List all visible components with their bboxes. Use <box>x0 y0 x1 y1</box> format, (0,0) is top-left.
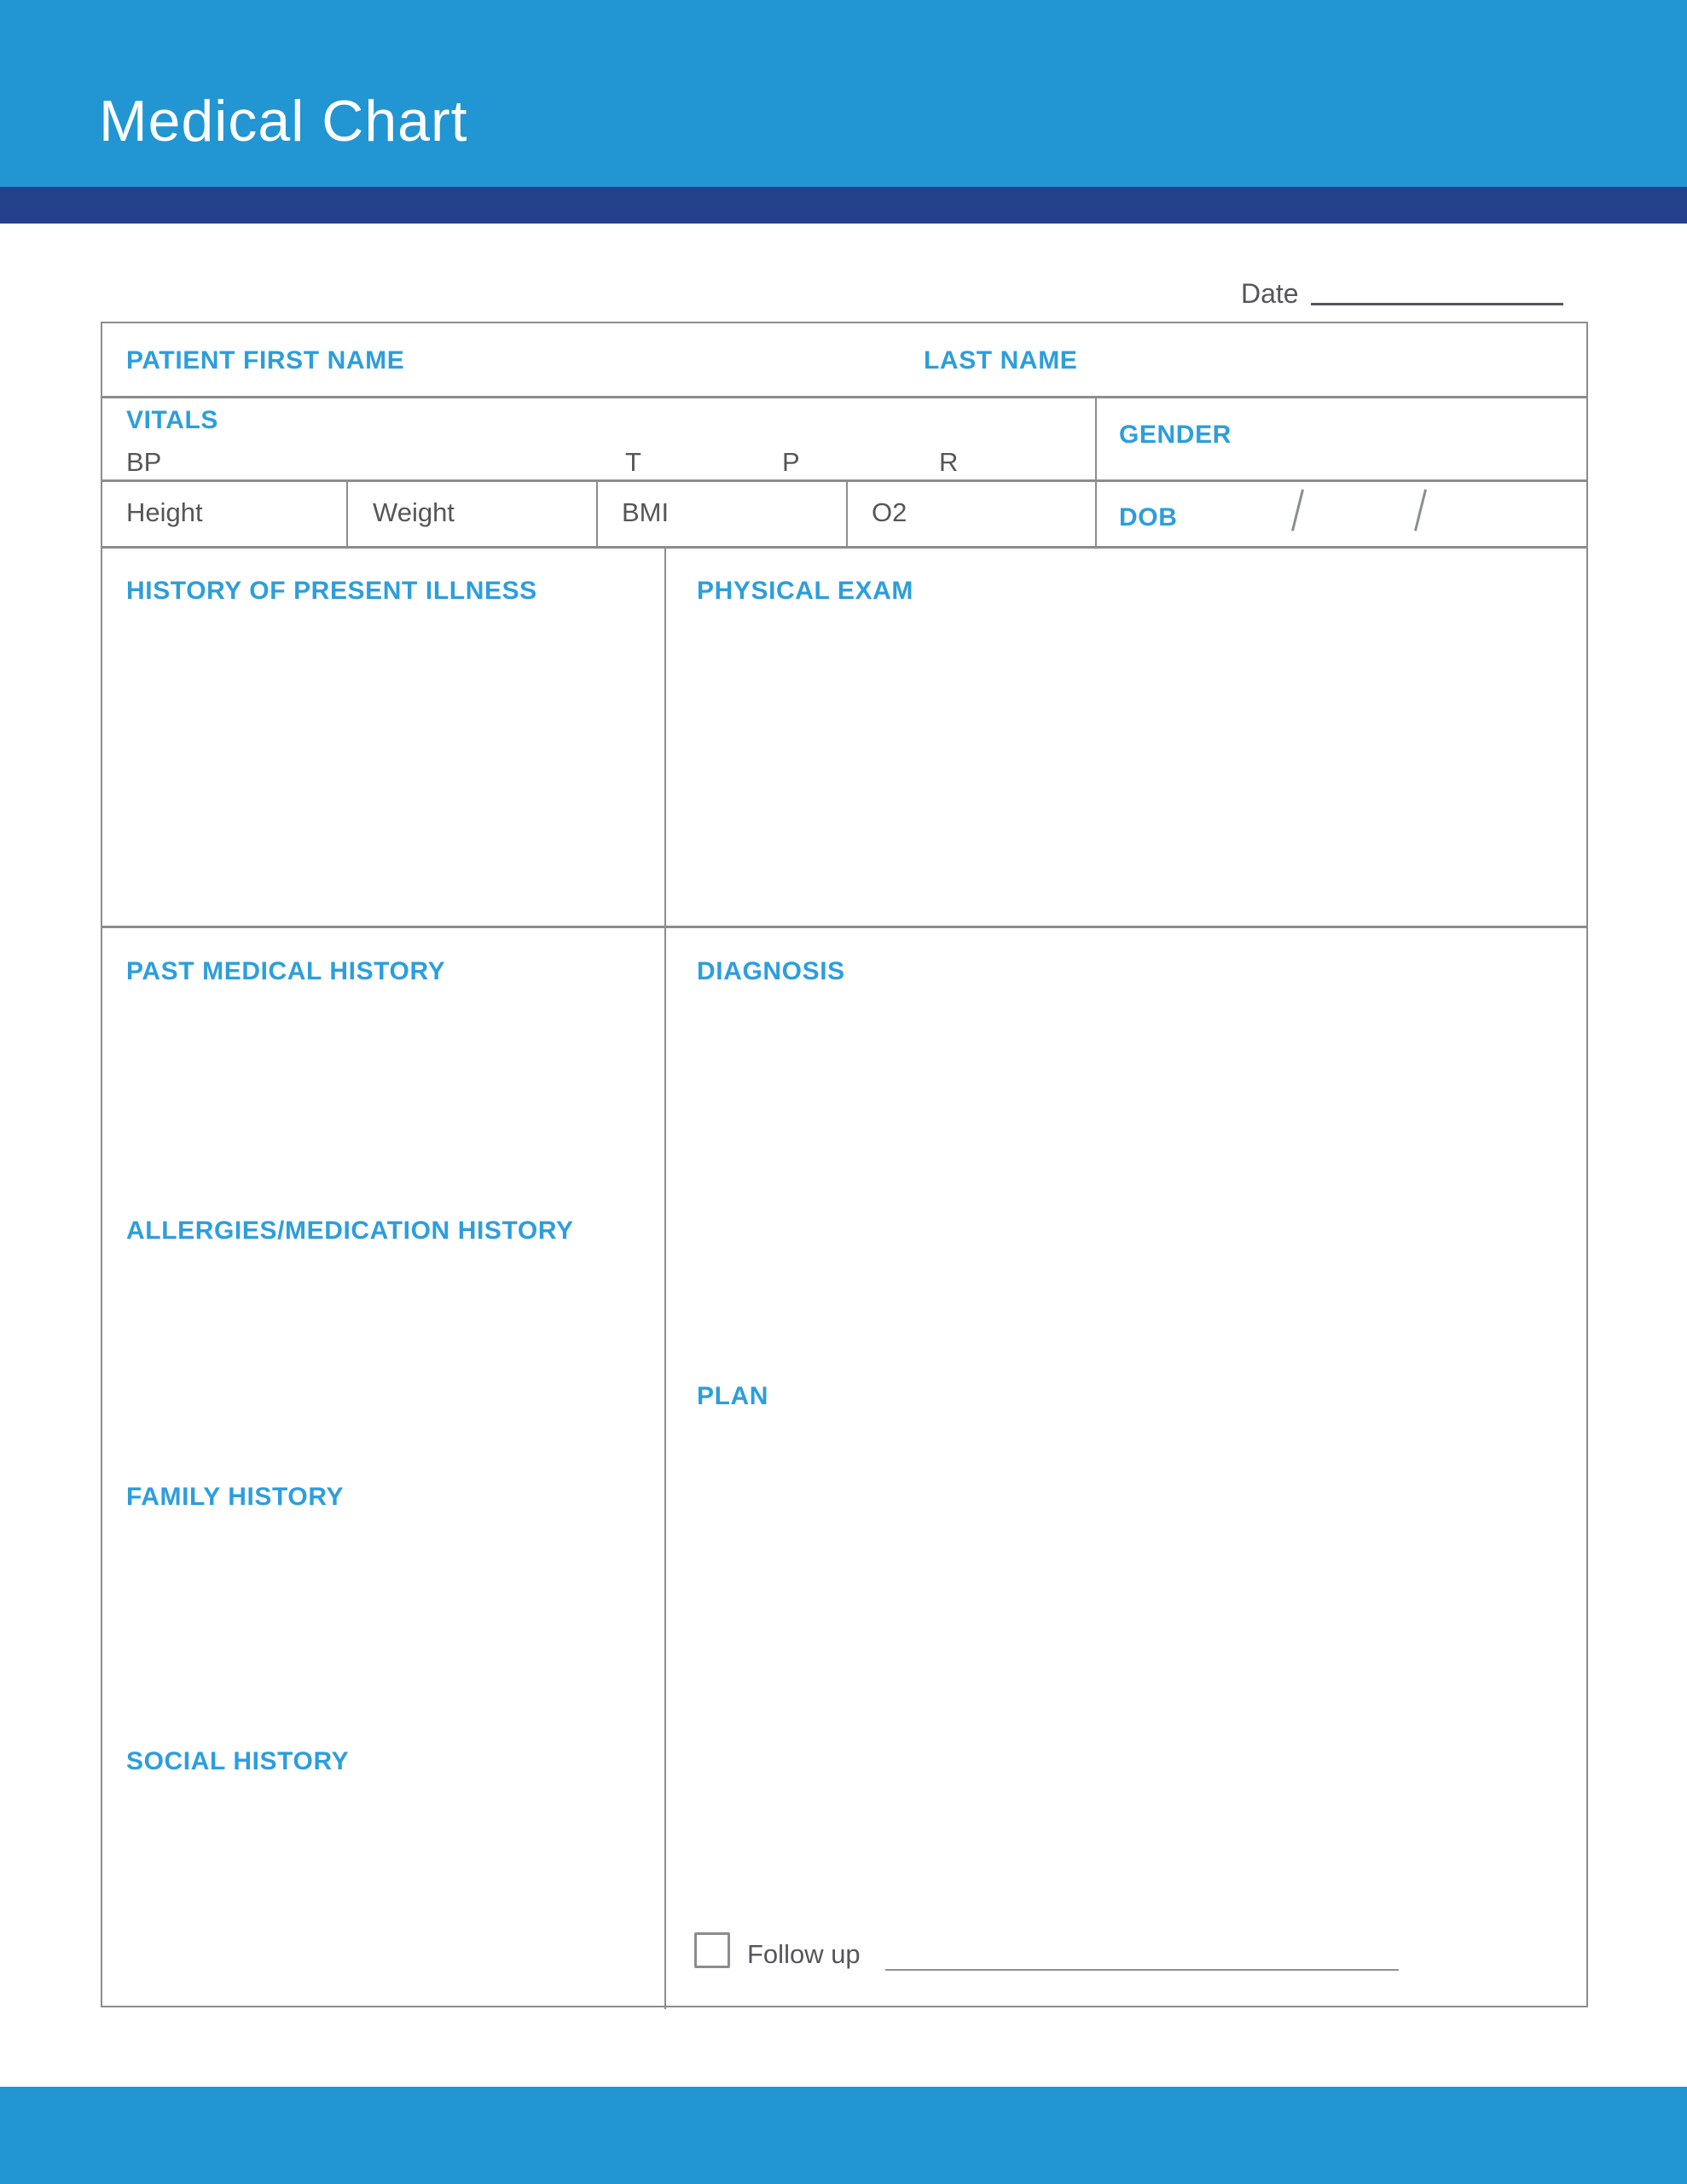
family-history-heading: FAMILY HISTORY <box>126 1483 345 1511</box>
footer-band <box>0 2087 1687 2184</box>
row-divider-measurements-body <box>102 546 1586 549</box>
bmi-label: BMI <box>622 497 670 527</box>
pulse-field[interactable] <box>805 426 933 479</box>
follow-up-input-line[interactable] <box>885 1969 1399 1971</box>
follow-up-checkbox[interactable] <box>694 1932 730 1968</box>
date-label: Date <box>1241 278 1299 309</box>
social-history-area[interactable] <box>102 1784 663 2009</box>
hpi-heading: HISTORY OF PRESENT ILLNESS <box>126 577 537 605</box>
gender-field[interactable] <box>1211 398 1590 479</box>
pulse-label: P <box>782 447 800 477</box>
hpi-notes-area[interactable] <box>102 613 663 924</box>
weight-field[interactable] <box>465 482 594 546</box>
column-divider-bmi-o2 <box>846 479 848 549</box>
header-band <box>0 0 1687 187</box>
family-history-area[interactable] <box>102 1519 663 1741</box>
column-divider-gender-dob <box>1095 396 1097 549</box>
page-title: Medical Chart <box>99 89 468 154</box>
respiration-label: R <box>939 447 959 477</box>
height-label: Height <box>126 497 203 527</box>
allergies-medication-history-area[interactable] <box>102 1253 663 1477</box>
follow-up-label: Follow up <box>747 1939 861 1969</box>
o2-field[interactable] <box>923 482 1093 546</box>
o2-label: O2 <box>872 497 907 527</box>
column-divider-weight-bmi <box>596 479 598 549</box>
diagnosis-notes-area[interactable] <box>666 994 1588 1374</box>
bp-label: BP <box>126 447 162 477</box>
diagnosis-heading: DIAGNOSIS <box>697 957 845 985</box>
medical-chart-form <box>101 322 1588 2007</box>
header-accent-band <box>0 187 1687 224</box>
column-divider-height-weight <box>346 479 348 549</box>
vitals-label: VITALS <box>126 406 219 434</box>
last-name-label: LAST NAME <box>924 346 1078 375</box>
plan-notes-area[interactable] <box>666 1419 1588 1896</box>
patient-first-name-label: PATIENT FIRST NAME <box>126 346 405 375</box>
bmi-field[interactable] <box>682 482 844 546</box>
physical-exam-heading: PHYSICAL EXAM <box>697 577 913 605</box>
patient-first-name-field[interactable] <box>102 323 921 396</box>
weight-label: Weight <box>373 497 455 527</box>
respiration-field[interactable] <box>962 426 1090 479</box>
temperature-field[interactable] <box>648 426 776 479</box>
last-name-field[interactable] <box>921 323 1590 396</box>
past-medical-history-heading: PAST MEDICAL HISTORY <box>126 957 446 985</box>
plan-heading: PLAN <box>697 1382 769 1410</box>
temperature-label: T <box>625 447 641 477</box>
date-input-line[interactable] <box>1311 303 1563 305</box>
height-field[interactable] <box>209 482 344 546</box>
gender-label: GENDER <box>1119 421 1232 449</box>
row-divider-body-sections <box>102 926 1586 928</box>
allergies-medication-history-heading: ALLERGIES/MEDICATION HISTORY <box>126 1217 574 1245</box>
bp-field[interactable] <box>154 426 597 479</box>
physical-exam-notes-area[interactable] <box>666 613 1588 924</box>
social-history-heading: SOCIAL HISTORY <box>126 1747 350 1775</box>
dob-field[interactable] <box>1203 482 1590 546</box>
dob-label: DOB <box>1119 503 1178 531</box>
past-medical-history-area[interactable] <box>102 994 663 1212</box>
